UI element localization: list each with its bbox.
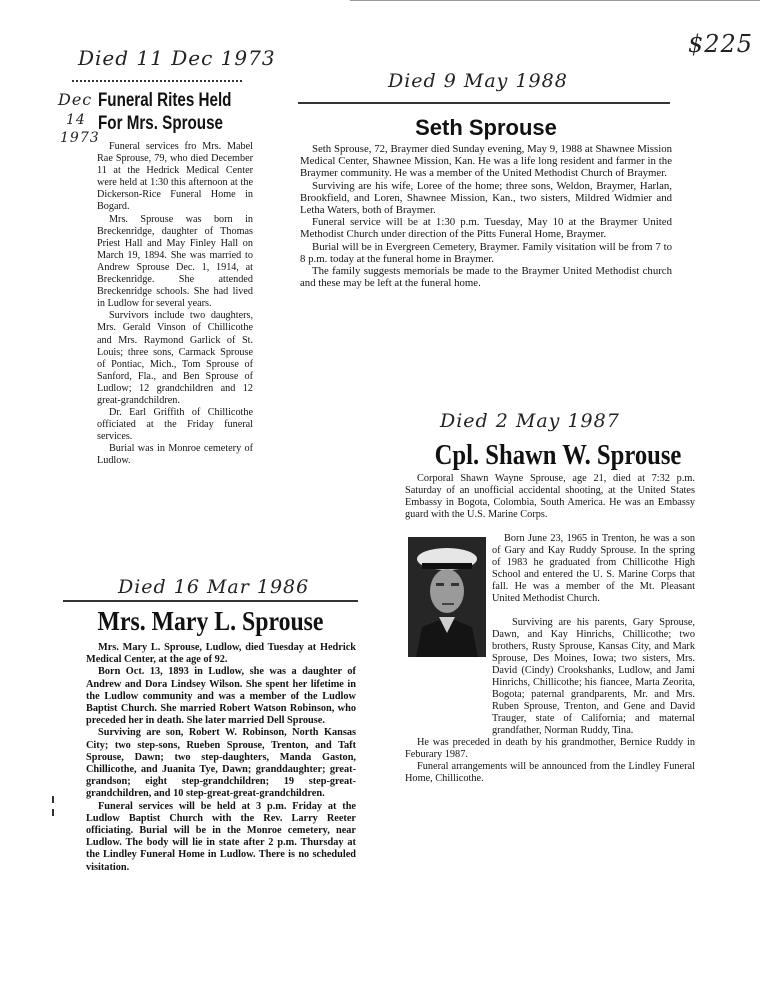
catalog-number: $225 (688, 30, 754, 58)
paragraph: Corporal Shawn Wayne Sprouse, age 21, died at 7:32 p.m. Saturday of an unofficial accidental shooting, at the United States Embassy in Bogota, Colombia, South America. He was an Embassy guard with the U.S. Marine Corps. (405, 473, 695, 520)
headline: Seth Sprouse (415, 115, 557, 140)
article-body (405, 617, 695, 785)
headline-line-1: Funeral Rites Held (98, 90, 232, 111)
margin-tick (52, 796, 54, 803)
paragraph: Survivors include two daughters, Mrs. Gerald Vinson of Chillicothe and Mrs. Raymond Garlick of St. Louis; three sons, Carmack Sprouse of Pontiac, Mich., Tom Sprouse of Sanford, Fla., and Ben Sprouse of Ludlow; 12 grandchildren and 12 great-grandchildren. (97, 310, 253, 406)
handwritten-death-date: Died 9 May 1988 (388, 70, 568, 92)
paragraph: Burial will be in Evergreen Cemetery, Braymer. Family visitation will be from 7 to 8 p.m. today at the funeral home in Braymer. (300, 240, 672, 265)
article-body (86, 642, 356, 874)
margin-tick (52, 809, 54, 816)
paragraph: Burial was in Monroe cemetery of Ludlow. (97, 443, 253, 467)
paragraph: Seth Sprouse, 72, Braymer died Sunday evening, May 9, 1988 at Shawnee Mission Medical Center, Shawnee Mission, Kan. He was a life long resident and farmer in the Braymer community. He was a member of the United Methodist Church of Braymer. (300, 143, 672, 180)
paragraph: Funeral arrangements will be announced from the Lindley Funeral Home, Chillicothe. (405, 761, 695, 784)
article-body (300, 143, 672, 289)
paragraph: Surviving are his parents, Gary Sprouse, Dawn, and Kay Hinrichs, Chillicothe; two brothers, Rusty Sprouse, Kansas City, and Mark Sprouse, Des Moines, Iowa; two sisters, Mrs. David (Cindy) Crookshanks, Ludlow, and Jami Hinrichs, Chillicothe; his fiancee, Marta Zeorita, Bogota; paternal grandparents, Mr. and Mrs. Ruben Sprouse, Trenton, and Gene and David Trauger, state of California; and maternal grandfather, Norman Ruddy, Tina. (492, 617, 695, 736)
paragraph: Surviving are his wife, Loree of the home; three sons, Weldon, Braymer, Harlan, Brookfield, and Loren, Shawnee Mission, Kan., two sisters, Mildred Widmier and Letha Waters, both of Braymer. (300, 179, 672, 217)
margin-note-year: 1973 (60, 130, 100, 146)
margin-note-day: 14 (66, 112, 86, 128)
page-top-edge (350, 0, 760, 1)
headline-line-2: For Mrs. Sprouse (98, 113, 223, 134)
article-body-narrow (492, 533, 695, 605)
margin-note-month: Dec (58, 90, 93, 109)
divider (72, 80, 242, 82)
headline: Cpl. Shawn W. Sprouse (434, 440, 682, 471)
handwritten-death-date: Died 2 May 1987 (440, 410, 620, 432)
paragraph: Funeral services fro Mrs. Mabel Rae Sprouse, 79, who died December 11 at the Hedrick Medical Center were held at 1:30 this afternoon at the Dickerson-Rice Funeral Home in Bogard. (97, 141, 253, 213)
paragraph: Mrs. Sprouse was born in Breckenridge, daughter of Thomas Priest Hall and May Finley Hall on March 19, 1894. She was married to Andrew Sprouse Dec. 1, 1914, at Breckenridge. She attended Breckenridge schools. She had lived in Ludlow for several years. (97, 213, 253, 310)
paragraph: Dr. Earl Griffith of Chillicothe officiated at the Friday funeral services. (97, 407, 253, 443)
paragraph: Surviving are son, Robert W. Robinson, North Kansas City; two step-sons, Rueben Sprouse, Trenton, and Taft Sprouse, Dawn; two step-daughters, Manda Gaston, Chillicothe, and Juanita Tye, Dawn; granddaughter; great-grandson; eight step-grandchildren; 19 step-great-grandchildren, and 10 step-great-great-grandchildren. (86, 727, 356, 800)
handwritten-death-date: Died 16 Mar 1986 (118, 576, 310, 598)
headline: Mrs. Mary L. Sprouse (97, 606, 324, 636)
paragraph: The family suggests memorials be made to the Braymer United Methodist church and these may be left at the funeral home. (300, 265, 672, 290)
paragraph: Funeral services will be held at 3 p.m. Friday at the Ludlow Baptist Church with the Rev. Larry Reeter officiating. Burial will be in the Monroe cemetery, near Ludlow. The body will lie in state after 2 p.m. Thursday at the Lindley Funeral Home in Ludlow. There is no scheduled visitation. (86, 800, 356, 873)
divider (63, 600, 358, 602)
paragraph: Born June 23, 1965 in Trenton, he was a son of Gary and Kay Ruddy Sprouse. In the spring of 1983 he graduated from Chillicothe High School and entered the U. S. Marine Corps that fall. He was a member of the Mt. Pleasant United Methodist Church. (492, 533, 695, 604)
paragraph: Mrs. Mary L. Sprouse, Ludlow, died Tuesday at Hedrick Medical Center, at the age of 92. (86, 642, 356, 666)
paragraph: He was preceded in death by his grandmother, Bernice Ruddy in Feburary 1987. (405, 737, 695, 760)
divider (298, 102, 670, 104)
article-intro (405, 473, 695, 521)
article-body (97, 141, 253, 468)
paragraph: Born Oct. 13, 1893 in Ludlow, she was a daughter of Andrew and Dora Lindsey Wilson. She spent her lifetime in the Ludlow community and was a member of the Ludlow Baptist Church. She married Robert Watson Robinson, who preceded her in death. She later married Dell Sprouse. (86, 666, 356, 727)
paragraph: Funeral service will be at 1:30 p.m. Tuesday, May 10 at the Braymer United Methodist Church under direction of the Pitts Funeral Home, Braymer. (300, 216, 672, 241)
handwritten-death-date: Died 11 Dec 1973 (78, 46, 276, 70)
